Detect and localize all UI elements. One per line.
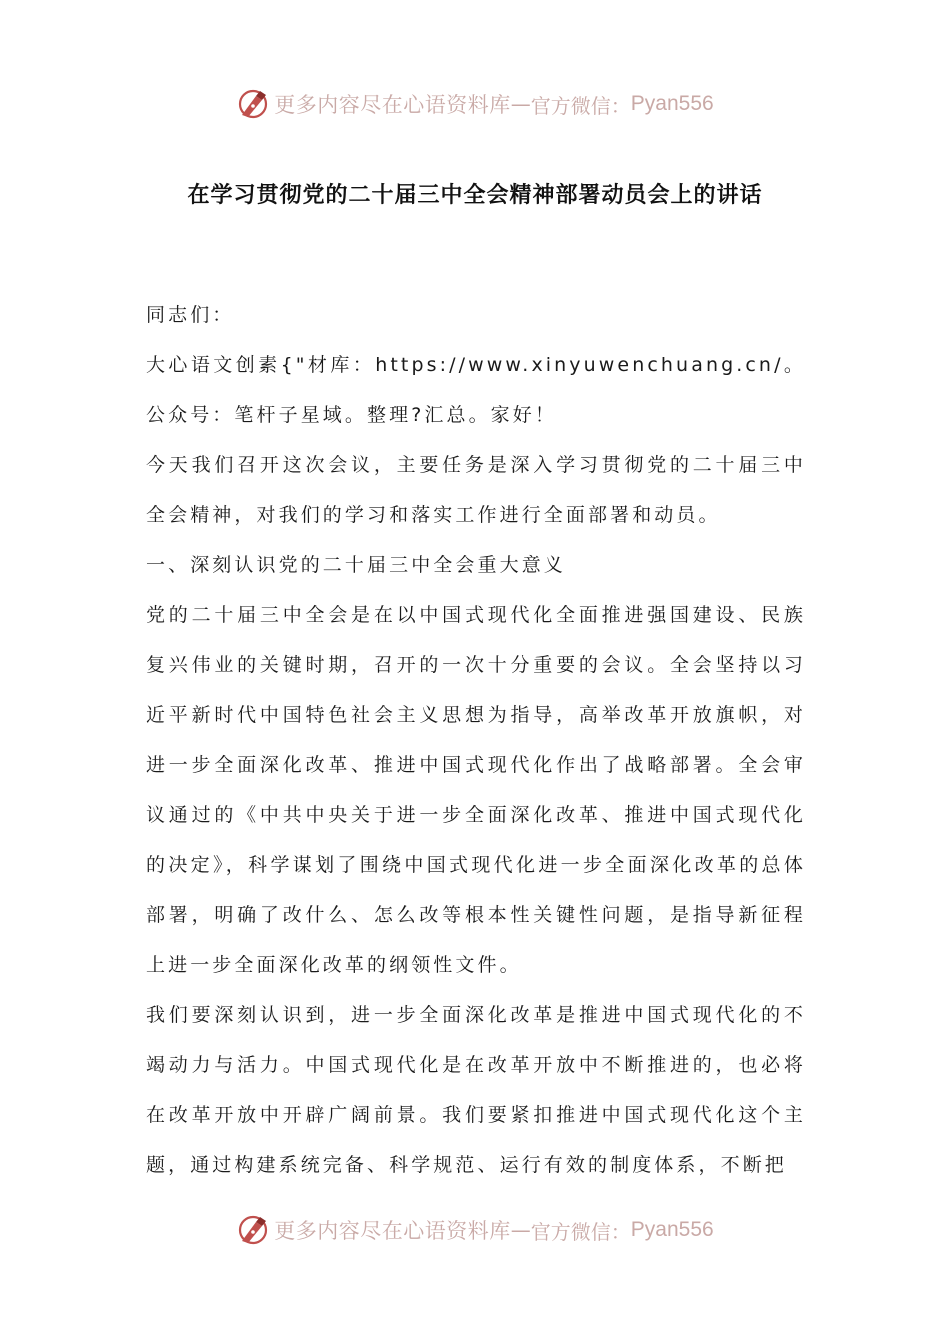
watermark-wechat-label: 官方微信： bbox=[530, 1219, 631, 1244]
document-title: 在学习贯彻党的二十届三中全会精神部署动员会上的讲话 bbox=[187, 183, 763, 208]
pen-nib-logo-icon bbox=[236, 1213, 270, 1247]
paragraph: 大心语文创素{"材库：https://www.xinyuwenchuang.cn/。公众号：笔杆子星域。整理?汇总。家好！ bbox=[146, 354, 806, 426]
salutation: 同志们： bbox=[146, 304, 235, 326]
document-body bbox=[146, 290, 806, 1190]
paragraph: 今天我们召开这次会议，主要任务是深入学习贯彻党的二十届三中全会精神，对我们的学习和落实工作进行全面部署和动员。 bbox=[146, 454, 806, 526]
watermark-wechat-label: 官方微信： bbox=[530, 93, 631, 118]
pen-nib-logo-icon bbox=[236, 87, 270, 121]
watermark-text: 更多内容尽在心语资料库 bbox=[274, 93, 511, 117]
watermark-banner-top bbox=[0, 84, 950, 124]
watermark-separator: — bbox=[510, 92, 531, 116]
paragraph: 党的二十届三中全会是在以中国式现代化全面推进强国建设、民族复兴伟业的关键时期，召开的一次十分重要的会议。全会坚持以习近平新时代中国特色社会主义思想为指导，高举改革开放旗帜，对进一步全面深化改革、推进中国式现代化作出了战略部署。全会审议通过的《中共中央关于进一步全面深化改革、推进中国式现代化的决定》，科学谋划了围绕中国式现代化进一步全面深化改革的总体部署，明确了改什么、怎么改等根本性关键性问题，是指导新征程上进一步全面深化改革的纲领性文件。 bbox=[146, 604, 806, 976]
watermark-text: 更多内容尽在心语资料库 bbox=[274, 1219, 511, 1243]
watermark-banner-bottom bbox=[0, 1210, 950, 1250]
paragraph: 我们要深刻认识到，进一步全面深化改革是推进中国式现代化的不竭动力与活力。中国式现代化是在改革开放中不断推进的，也必将在改革开放中开辟广阔前景。我们要紧扣推进中国式现代化这个主题，通过构建系统完备、科学规范、运行有效的制度体系，不断把 bbox=[146, 1004, 806, 1176]
section-heading: 一、深刻认识党的二十届三中全会重大意义 bbox=[146, 554, 566, 576]
watermark-wechat-id: Pyan556 bbox=[630, 92, 714, 115]
watermark-wechat-id: Pyan556 bbox=[630, 1218, 714, 1241]
watermark-separator: — bbox=[510, 1218, 531, 1242]
